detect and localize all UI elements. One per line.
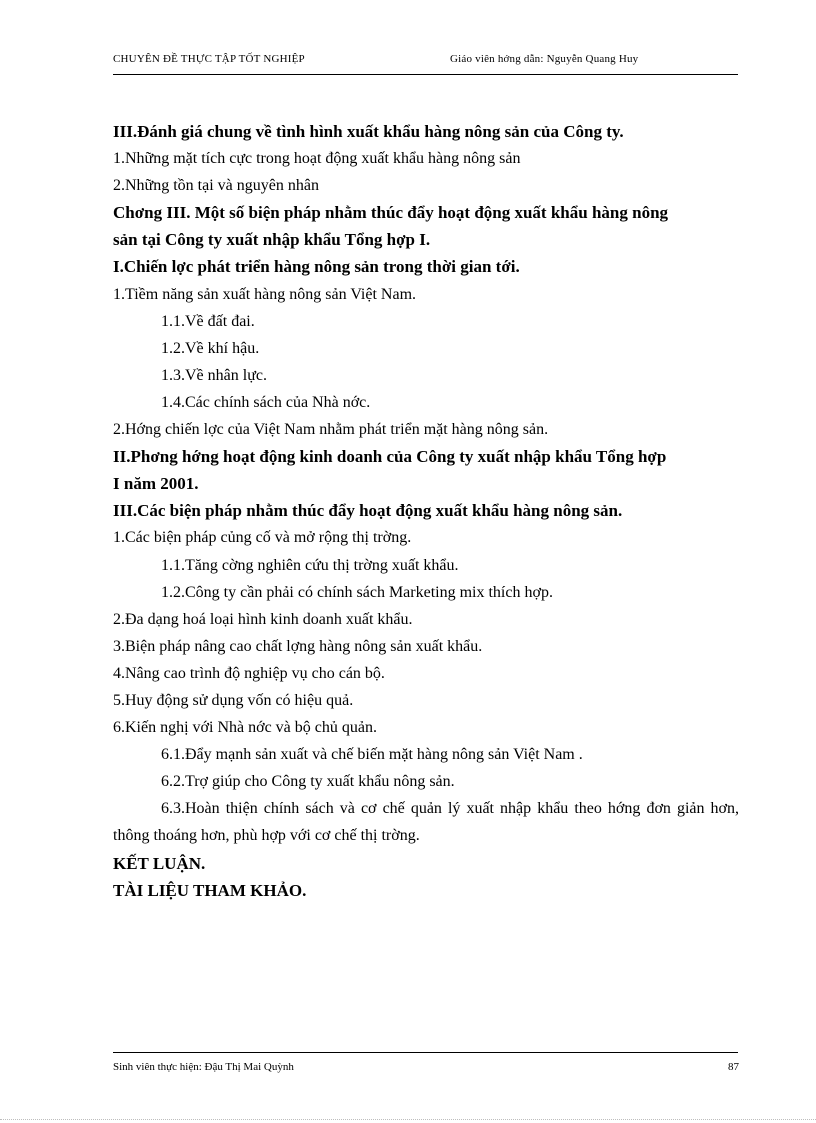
toc-conclusion: KẾT LUẬN. [113, 853, 206, 873]
footer-divider [113, 1052, 738, 1053]
toc-item: 4.Nâng cao trình độ nghiệp vụ cho cán bộ. [113, 664, 385, 682]
toc-chapter-3-title-line-2: sản tại Công ty xuất nhập khẩu Tổng hợp I. [113, 230, 431, 250]
toc-subitem: 1.1.Về đất đai. [161, 312, 255, 330]
toc-item: 1.Tiềm năng sản xuất hàng nông sản Việt Nam. [113, 285, 417, 303]
table-of-contents [113, 118, 739, 904]
toc-subitem: 1.2.Về khí hậu. [161, 339, 260, 357]
toc-item: 2.Đa dạng hoá loại hình kinh doanh xuất khẩu. [113, 610, 413, 628]
toc-subitem: 6.2.Trợ giúp cho Công ty xuất khẩu nông sản. [161, 773, 455, 791]
toc-item: 2.Hớng chiến lợc của Việt Nam nhằm phát triển mặt hàng nông sản. [113, 421, 549, 439]
toc-subitem: 1.1.Tăng cờng nghiên cứu thị trờng xuất khẩu. [161, 556, 459, 574]
toc-heading-section-2-line-1: II.Phơng hớng hoạt động kinh doanh của Công ty xuất nhập khẩu Tổng hợp [113, 447, 667, 467]
page-footer [113, 1061, 739, 1077]
header-supervisor: Giáo viên hớng dẫn: Nguyễn Quang Huy [450, 53, 639, 65]
toc-references: TÀI LIỆU THAM KHẢO. [113, 880, 307, 900]
header-divider [113, 74, 738, 75]
toc-heading-section-3b: III.Các biện pháp nhằm thúc đẩy hoạt động xuất khẩu hàng nông sản. [113, 501, 623, 521]
toc-heading-section-3: III.Đánh giá chung về tình hình xuất khẩu hàng nông sản của Công ty. [113, 122, 624, 141]
toc-subitem: 6.1.Đẩy mạnh sản xuất và chế biến mặt hàng nông sản Việt Nam . [161, 746, 583, 764]
toc-item: 3.Biện pháp nâng cao chất lợng hàng nông sản xuất khẩu. [113, 637, 483, 655]
toc-item: 6.Kiến nghị với Nhà nớc và bộ chủ quản. [113, 719, 377, 737]
toc-subitem: 1.3.Về nhân lực. [161, 366, 267, 384]
toc-chapter-3-title-line-1: Chơng III. Một số biện pháp nhằm thúc đẩy hoạt động xuất khẩu hàng nông [113, 203, 669, 223]
page-edge [0, 1119, 816, 1120]
page-header [113, 53, 679, 69]
page-number: 87 [728, 1061, 739, 1073]
toc-subitem-wrapped: 6.3.Hoàn thiện chính sách và cơ chế quản lý xuất nhập khẩu theo hớng đơn giản hơn, thông thoáng hơn, phù hợp với cơ chế thị trờng. [113, 800, 739, 845]
toc-item: 1.Các biện pháp củng cố và mở rộng thị trờng. [113, 529, 412, 547]
toc-item: 2.Những tồn tại và nguyên nhân [113, 177, 319, 195]
toc-subitem: 1.2.Công ty cần phải có chính sách Marketing mix thích hợp. [161, 583, 553, 601]
toc-item: 5.Huy động sử dụng vốn có hiệu quả. [113, 691, 354, 709]
toc-heading-section-2-line-2: I năm 2001. [113, 474, 199, 494]
toc-heading-section-1: I.Chiến lợc phát triển hàng nông sản trong thời gian tới. [113, 257, 520, 277]
toc-item: 1.Những mặt tích cực trong hoạt động xuất khẩu hàng nông sản [113, 150, 521, 168]
header-title: CHUYÊN ĐỀ THỰC TẬP TỐT NGHIỆP [113, 53, 305, 65]
toc-subitem: 1.4.Các chính sách của Nhà nớc. [161, 393, 371, 411]
footer-student: Sinh viên thực hiện: Đậu Thị Mai Quỳnh [113, 1061, 294, 1073]
